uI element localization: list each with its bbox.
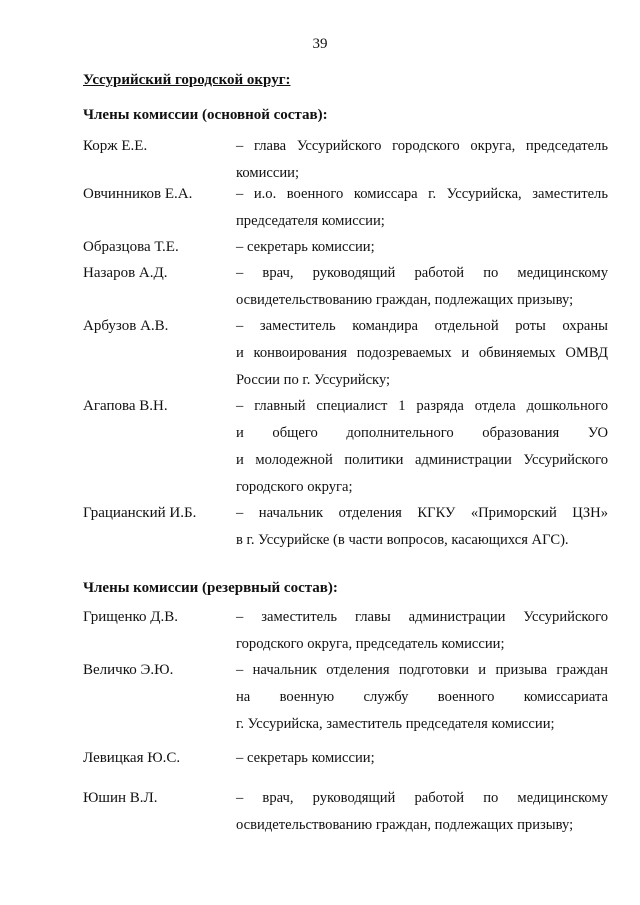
member-role-line: председателя комиссии; [236,213,385,229]
member-role [236,657,608,738]
member-name: Юшин В.Л. [83,790,158,806]
region-title: Уссурийский городской округ: [83,72,291,88]
member-name: Образцова Т.Е. [83,239,179,255]
member-role [236,133,608,187]
member-role-line: – врач, руководящий работой по медицинскому [236,790,608,806]
reserve-section-title: Члены комиссии (резервный состав): [83,580,338,596]
member-role-line: и конвоирования подозреваемых и обвиняемых ОМВД [236,345,608,361]
member-role-line: – секретарь комиссии; [236,239,375,255]
member-role-line: – секретарь комиссии; [236,750,375,766]
member-role-line: городского округа, председатель комиссии; [236,636,505,652]
member-role-line: в г. Уссурийске (в части вопросов, касающихся АГС). [236,532,569,548]
member-role-line: освидетельствованию граждан, подлежащих призыву; [236,292,574,308]
member-name: Агапова В.Н. [83,398,168,414]
member-role [236,604,608,658]
member-role [236,234,608,261]
member-role [236,745,608,772]
member-name: Левицкая Ю.С. [83,750,181,766]
member-role [236,500,608,554]
member-role-line: г. Уссурийска, заместитель председателя комиссии; [236,716,555,732]
member-role-line: освидетельствованию граждан, подлежащих призыву; [236,817,574,833]
member-role-line: – врач, руководящий работой по медицинскому [236,265,608,281]
member-role-line: городского округа; [236,479,353,495]
member-role [236,313,608,394]
member-role-line: на военную службу военного комиссариата [236,689,608,705]
member-name: Арбузов А.В. [83,318,169,334]
page-number: 39 [312,36,328,52]
member-name: Корж Е.Е. [83,138,148,154]
member-name: Величко Э.Ю. [83,662,174,678]
member-role [236,785,608,839]
member-role-line: России по г. Уссурийску; [236,372,391,388]
member-role [236,260,608,314]
member-role-line: – начальник отделения подготовки и призыва граждан [236,662,608,678]
member-name: Назаров А.Д. [83,265,168,281]
member-role-line: и общего дополнительного образования УО [236,425,608,441]
member-role [236,393,608,501]
member-role-line: – начальник отделения КГКУ «Приморский ЦЗН» [236,505,608,521]
member-role-line: – главный специалист 1 разряда отдела дошкольного [236,398,608,414]
member-role-line: – глава Уссурийского городского округа, председатель [236,138,608,154]
main-section-title: Члены комиссии (основной состав): [83,107,328,123]
member-role [236,181,608,235]
member-role-line: – заместитель командира отдельной роты охраны [236,318,608,334]
member-role-line: комиссии; [236,165,300,181]
member-name: Грацианский И.Б. [83,505,197,521]
member-role-line: – и.о. военного комиссара г. Уссурийска, заместитель [236,186,608,202]
member-name: Грищенко Д.В. [83,609,179,625]
member-role-line: – заместитель главы администрации Уссурийского [236,609,608,625]
member-role-line: и молодежной политики администрации Уссурийского [236,452,608,468]
member-name: Овчинников Е.А. [83,186,193,202]
